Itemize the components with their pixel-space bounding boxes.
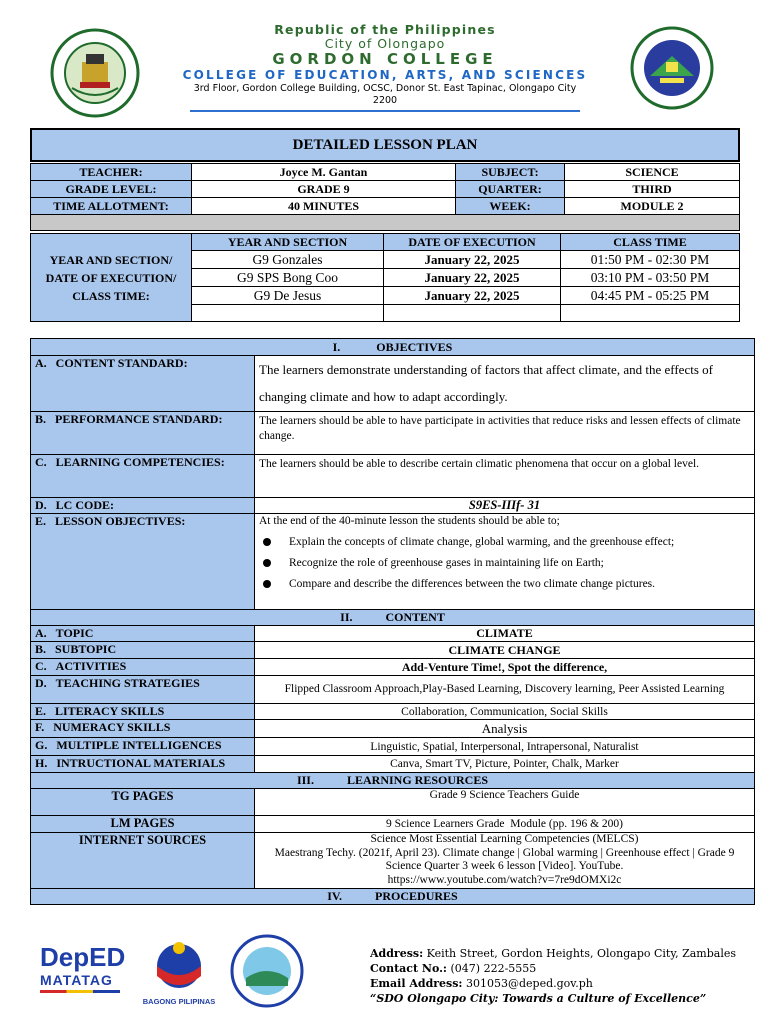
content-row-value: Linguistic, Spatial, Interpersonal, Intrapersonal, Naturalist <box>255 738 755 756</box>
week-value: MODULE 2 <box>565 198 740 215</box>
competencies-label: C. LEARNING COMPETENCIES: <box>31 455 255 498</box>
content-row-value: Analysis <box>255 720 755 738</box>
lesson-objectives-label: E. LESSON OBJECTIVES: <box>31 514 255 610</box>
internet-source: Science Most Essential Learning Competencies (MELCS) <box>370 833 639 845</box>
teacher-value: Joyce M. Gantan <box>192 164 456 181</box>
content-row-value: Add-Venture Time!, Spot the difference, <box>255 659 755 676</box>
lesson-objectives-intro: At the end of the 40-minute lesson the students should be able to; <box>259 515 560 527</box>
content-row-label: A. TOPIC <box>31 626 255 642</box>
objective-bullet <box>263 536 750 548</box>
city-text: City of Olongapo <box>324 36 446 51</box>
col-class-time: CLASS TIME <box>561 234 740 251</box>
footer-address <box>370 946 736 961</box>
subject-label: SUBJECT: <box>456 164 565 181</box>
bullet-dot <box>263 580 271 588</box>
schedule-empty-cell <box>384 305 561 322</box>
internet-source-link[interactable]: https://www.youtube.com/watch?v=7re9dOMXi2c <box>387 873 622 886</box>
lesson-objectives-cell <box>255 514 755 610</box>
schedule-date: January 22, 2025 <box>384 287 561 305</box>
address-label: Address: <box>370 947 424 960</box>
spacer-row <box>31 215 740 231</box>
bagong-pilipinas-text: BAGONG PILIPINAS <box>142 997 216 1006</box>
tg-pages-label: TG PAGES <box>31 789 255 816</box>
department-name: COLLEGE OF EDUCATION, ARTS, AND SCIENCES <box>182 68 588 82</box>
objective-text: Compare and describe the differences between the two climate change pictures. <box>289 578 656 590</box>
schedule-date: January 22, 2025 <box>384 269 561 287</box>
college-name: GORDON COLLEGE <box>272 50 498 68</box>
schedule-empty-cell <box>192 305 384 322</box>
col-year-section: YEAR AND SECTION <box>192 234 384 251</box>
address-value: Keith Street, Gordon Heights, Olongapo City, Zambales <box>426 947 736 960</box>
content-row-label: G. MULTIPLE INTELLIGENCES <box>31 738 255 756</box>
lm-pages-value: 9 Science Learners Grade Module (pp. 196 & 200) <box>255 816 755 833</box>
schedule-section: G9 SPS Bong Coo <box>192 269 384 287</box>
objective-bullet <box>263 578 750 590</box>
schedule-side-label: YEAR AND SECTION/ DATE OF EXECUTION/ CLASS TIME: <box>31 234 192 322</box>
objectives-heading: I. OBJECTIVES <box>31 339 755 356</box>
teacher-label: TEACHER: <box>31 164 192 181</box>
resources-heading: III. LEARNING RESOURCES <box>31 773 755 789</box>
matatag-stripe <box>40 990 120 993</box>
page-title: DETAILED LESSON PLAN <box>30 128 740 162</box>
header-divider <box>190 110 580 112</box>
content-row-label: B. SUBTOPIC <box>31 642 255 659</box>
college-address <box>150 83 620 107</box>
schedule-time: 03:10 PM - 03:50 PM <box>561 269 740 287</box>
subject-value: SCIENCE <box>565 164 740 181</box>
internet-source: Maestrang Techy. (2021f, April 23). Climate change | Global warming | Greenhouse effect | Grade 9 Science Quarter 3 week 6 lesson [Video]. YouTube. <box>274 846 735 872</box>
col-date: DATE OF EXECUTION <box>384 234 561 251</box>
content-standard-label: A. CONTENT STANDARD: <box>31 356 255 412</box>
sdo-olongapo-seal <box>230 934 304 1008</box>
republic-text: Republic of the Philippines <box>274 22 496 37</box>
content-row-label: D. TEACHING STRATEGIES <box>31 676 255 704</box>
content-row-value: Collaboration, Communication, Social Skills <box>255 704 755 720</box>
lc-code-value: S9ES-IIIf- 31 <box>255 498 755 514</box>
objective-text: Recognize the role of greenhouse gases in maintaining life on Earth; <box>289 557 604 569</box>
bullet-dot <box>263 538 271 546</box>
schedule-time: 01:50 PM - 02:30 PM <box>561 251 740 269</box>
content-row-value: Canva, Smart TV, Picture, Pointer, Chalk, Marker <box>255 756 755 773</box>
footer-contact-no <box>370 961 736 976</box>
content-standard-text: The learners demonstrate understanding of factors that affect climate, and the effects of changing climate and how to adapt accordingly. <box>255 356 755 412</box>
info-table <box>30 163 740 231</box>
performance-standard-label: B. PERFORMANCE STANDARD: <box>31 412 255 455</box>
internet-sources-label: INTERNET SOURCES <box>31 833 255 889</box>
bagong-pilipinas-icon <box>147 936 211 992</box>
bullet-dot <box>263 559 271 567</box>
contact-value: (047) 222-5555 <box>450 962 537 975</box>
internet-sources-cell <box>255 833 755 889</box>
competencies-text: The learners should be able to describe certain climatic phenomena that occur on a global level. <box>255 455 755 498</box>
contact-label: Contact No.: <box>370 962 447 975</box>
lesson-plan-table <box>30 338 755 905</box>
schedule-table <box>30 233 740 322</box>
footer-motto: “SDO Olongapo City: Towards a Culture of Excellence” <box>370 992 707 1005</box>
content-row-value: CLIMATE <box>255 626 755 642</box>
email-label: Email Address: <box>370 977 463 990</box>
gordon-college-seal-left <box>50 28 140 118</box>
matatag-wordmark: MATATAG <box>40 972 113 988</box>
quarter-value: THIRD <box>565 181 740 198</box>
deped-matatag-logo <box>40 942 126 1002</box>
footer-email <box>370 976 736 991</box>
objective-bullet <box>263 557 750 569</box>
address-line-2: 2200 <box>372 95 398 106</box>
tg-pages-value: Grade 9 Science Teachers Guide <box>255 789 755 816</box>
quarter-label: QUARTER: <box>456 181 565 198</box>
content-row-label: H. INTRUCTIONAL MATERIALS <box>31 756 255 773</box>
content-row-label: F. NUMERACY SKILLS <box>31 720 255 738</box>
content-row-label: E. LITERACY SKILLS <box>31 704 255 720</box>
time-label: TIME ALLOTMENT: <box>31 198 192 215</box>
time-value: 40 MINUTES <box>192 198 456 215</box>
schedule-empty-cell <box>561 305 740 322</box>
procedures-heading: IV. PROCEDURES <box>31 889 755 905</box>
content-row-value: Flipped Classroom Approach,Play-Based Learning, Discovery learning, Peer Assisted Learning <box>255 676 755 704</box>
lm-pages-label: LM PAGES <box>31 816 255 833</box>
address-line-1: 3rd Floor, Gordon College Building, OCSC, Donor St. East Tapinac, Olongapo City <box>193 83 577 94</box>
bagong-pilipinas-logo <box>140 936 218 1006</box>
grade-label: GRADE LEVEL: <box>31 181 192 198</box>
lc-code-label: D. LC CODE: <box>31 498 255 514</box>
schedule-date: January 22, 2025 <box>384 251 561 269</box>
content-row-label: C. ACTIVITIES <box>31 659 255 676</box>
schedule-section: G9 De Jesus <box>192 287 384 305</box>
schedule-time: 04:45 PM - 05:25 PM <box>561 287 740 305</box>
email-value[interactable]: 301053@deped.gov.ph <box>466 977 593 990</box>
performance-standard-text: The learners should be able to have participate in activities that reduce risks and lessen effects of climate change. <box>255 412 755 455</box>
grade-value: GRADE 9 <box>192 181 456 198</box>
footer-contact <box>370 946 736 1006</box>
schedule-section: G9 Gonzales <box>192 251 384 269</box>
deped-wordmark: DepED <box>40 942 126 972</box>
content-row-value: CLIMATE CHANGE <box>255 642 755 659</box>
content-heading: II. CONTENT <box>31 610 755 626</box>
week-label: WEEK: <box>456 198 565 215</box>
gordon-college-seal-right <box>630 26 714 110</box>
objective-text: Explain the concepts of climate change, global warming, and the greenhouse effect; <box>289 536 675 548</box>
